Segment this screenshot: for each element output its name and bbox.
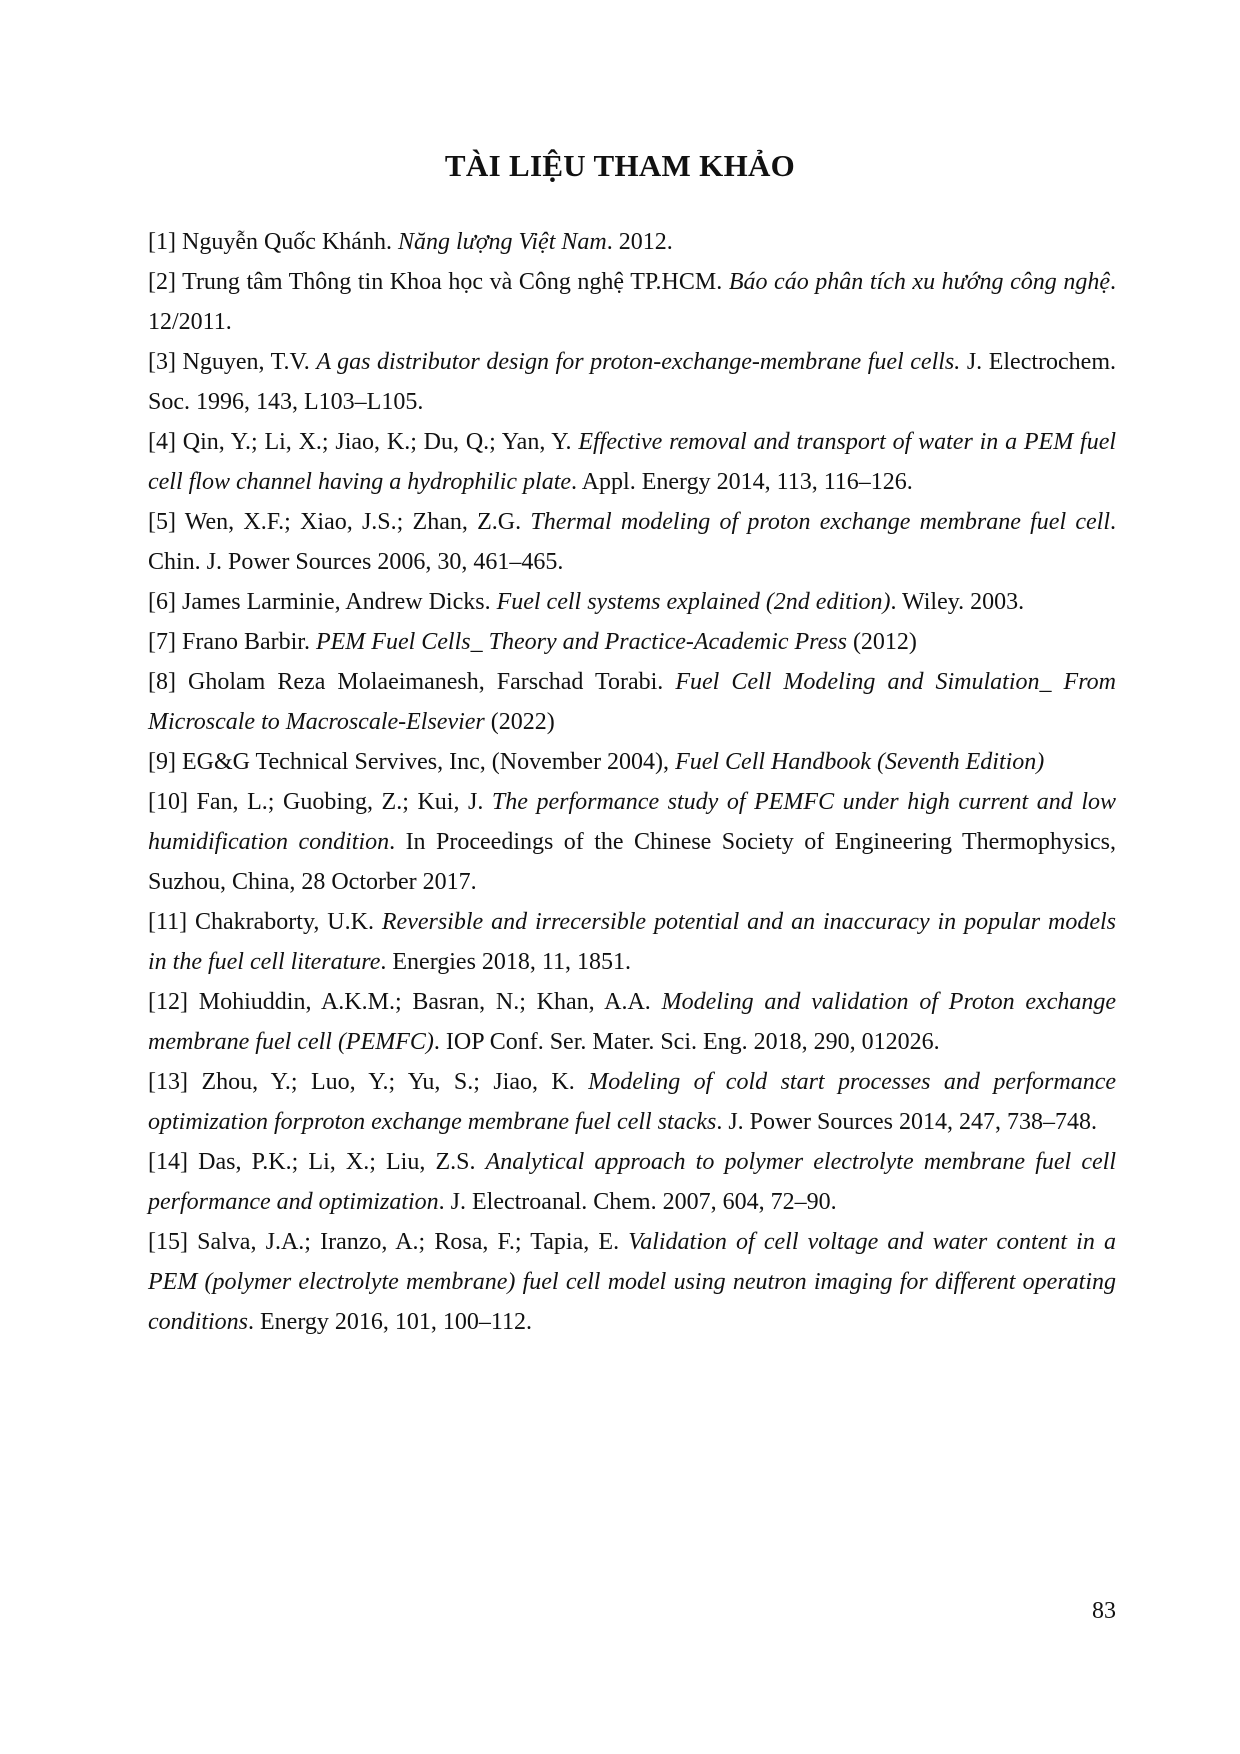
reference-item-12	[148, 982, 1116, 1062]
reference-item-5	[148, 502, 1116, 582]
reference-number: [8]	[148, 669, 176, 695]
reference-title: Thermal modeling of proton exchange membrane fuel cell	[530, 509, 1111, 535]
reference-title: Validation of cell voltage and water content in a PEM (polymer electrolyte membrane) fuel cell model using neutron imaging for different operating conditions	[148, 1229, 1116, 1335]
reference-source: . Chin. J. Power Sources 2006, 30, 461–465.	[148, 509, 1117, 575]
reference-authors: Mohiuddin, A.K.M.; Basran, N.; Khan, A.A.	[187, 989, 662, 1015]
reference-title: Modeling and validation of Proton exchange membrane fuel cell (PEMFC)	[148, 989, 1116, 1055]
reference-title: Effective removal and transport of water in a PEM fuel cell flow channel having a hydrophilic plate	[148, 429, 1117, 495]
reference-item-10	[148, 782, 1116, 902]
reference-item-3	[148, 342, 1116, 422]
reference-authors: Fan, L.; Guobing, Z.; Kui, J.	[187, 789, 492, 815]
reference-authors: Nguyễn Quốc Khánh.	[175, 229, 398, 255]
reference-source: . IOP Conf. Ser. Mater. Sci. Eng. 2018, 290, 012026.	[433, 1029, 940, 1055]
reference-title: Reversible and irrecersible potential and an inaccuracy in popular models in the fuel cell literature	[148, 909, 1116, 975]
reference-number: [7]	[148, 629, 176, 655]
reference-number: [13]	[148, 1069, 188, 1095]
reference-item-15	[148, 1222, 1116, 1342]
reference-number: [2]	[148, 269, 176, 295]
reference-source: . In Proceedings of the Chinese Society of Engineering Thermophysics, Suzhou, China, 28 Octorber 2017.	[148, 829, 1116, 895]
reference-authors: Zhou, Y.; Luo, Y.; Yu, S.; Jiao, K.	[187, 1069, 589, 1095]
reference-title: A gas distributor design for proton-exchange-membrane fuel cells.	[316, 349, 961, 375]
reference-item-2	[148, 262, 1116, 342]
reference-authors: Wen, X.F.; Xiao, J.S.; Zhan, Z.G.	[175, 509, 531, 535]
reference-item-13	[148, 1062, 1116, 1142]
reference-source: . 12/2011.	[148, 269, 1117, 335]
reference-title: Fuel Cell Modeling and Simulation_ From Microscale to Macroscale-Elsevier	[148, 669, 1117, 735]
reference-title: PEM Fuel Cells_ Theory and Practice-Academic Press	[315, 629, 847, 655]
reference-item-14	[148, 1142, 1116, 1222]
reference-number: [11]	[148, 909, 188, 935]
reference-item-6	[148, 582, 1116, 622]
reference-source: . Energies 2018, 11, 1851.	[380, 949, 632, 975]
reference-source: . Energy 2016, 101, 100–112.	[248, 1309, 532, 1335]
reference-source: (2022)	[484, 709, 555, 735]
reference-title: The performance study of PEMFC under high current and low humidification condition	[148, 789, 1116, 855]
reference-number: [14]	[148, 1149, 188, 1175]
reference-number: [1]	[148, 229, 176, 255]
reference-title: Fuel cell systems explained (2nd edition)	[496, 589, 891, 615]
reference-title: Analytical approach to polymer electrolyte membrane fuel cell performance and optimization	[148, 1149, 1116, 1215]
reference-authors: Nguyen, T.V.	[175, 349, 317, 375]
reference-authors: Chakraborty, U.K.	[187, 909, 382, 935]
reference-source: J. Electrochem. Soc. 1996, 143, L103–L105.	[148, 349, 1116, 415]
reference-authors: Frano Barbir.	[175, 629, 316, 655]
reference-source: (2012)	[846, 629, 917, 655]
reference-authors: EG&G Technical Servives, Inc, (November 2004),	[175, 749, 676, 775]
reference-source: . J. Power Sources 2014, 247, 738–748.	[716, 1109, 1097, 1135]
reference-source: . Appl. Energy 2014, 113, 116–126.	[571, 469, 913, 495]
reference-number: [12]	[148, 989, 188, 1015]
reference-item-11	[148, 902, 1116, 982]
reference-item-9	[148, 742, 1116, 782]
reference-number: [15]	[148, 1229, 188, 1255]
reference-source: . J. Electroanal. Chem. 2007, 604, 72–90.	[438, 1189, 837, 1215]
reference-source: . Wiley. 2003.	[890, 589, 1025, 615]
reference-authors: Trung tâm Thông tin Khoa học và Công nghệ TP.HCM.	[175, 269, 729, 295]
reference-number: [4]	[148, 429, 176, 455]
reference-item-4	[148, 422, 1116, 502]
reference-authors: Gholam Reza Molaeimanesh, Farschad Torabi.	[175, 669, 676, 695]
reference-title: Năng lượng Việt Nam	[397, 229, 607, 255]
reference-number: [3]	[148, 349, 176, 375]
reference-number: [9]	[148, 749, 176, 775]
reference-authors: Das, P.K.; Li, X.; Liu, Z.S.	[187, 1149, 486, 1175]
reference-number: [5]	[148, 509, 176, 535]
page-number: 83	[1092, 1598, 1116, 1624]
reference-number: [10]	[148, 789, 188, 815]
reference-title: Fuel Cell Handbook (Seventh Edition)	[675, 749, 1045, 775]
reference-item-1	[148, 222, 1116, 262]
reference-list	[148, 222, 1116, 1342]
page-title: TÀI LIỆU THAM KHẢO	[444, 148, 796, 183]
reference-title: Báo cáo phân tích xu hướng công nghệ	[728, 269, 1111, 295]
reference-item-8	[148, 662, 1116, 742]
reference-item-7	[148, 622, 1116, 662]
reference-authors: Salva, J.A.; Iranzo, A.; Rosa, F.; Tapia, E.	[187, 1229, 629, 1255]
reference-number: [6]	[148, 589, 176, 615]
reference-authors: Qin, Y.; Li, X.; Jiao, K.; Du, Q.; Yan, Y.	[175, 429, 579, 455]
reference-title: Modeling of cold start processes and performance optimization forproton exchange membrane fuel cell stacks	[148, 1069, 1117, 1135]
reference-source: . 2012.	[606, 229, 673, 255]
reference-authors: James Larminie, Andrew Dicks.	[175, 589, 497, 615]
